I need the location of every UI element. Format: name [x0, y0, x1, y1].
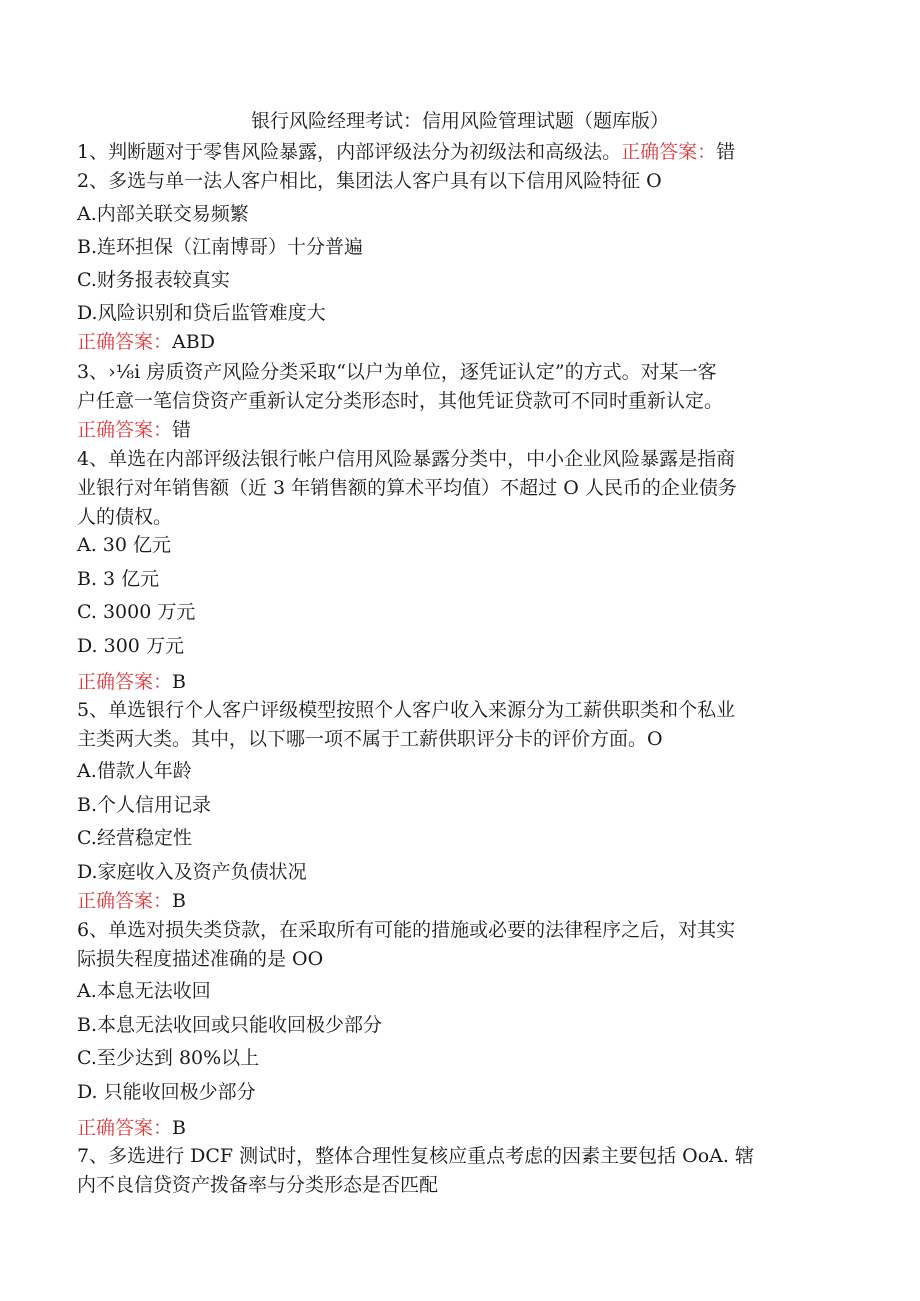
answer-label: 正确答案： — [621, 141, 717, 163]
answer-label: 正确答案： — [77, 419, 173, 441]
option-c: C. 3000 万元 — [77, 601, 196, 623]
question-4-text-line-3: 人的债权。 — [77, 506, 173, 528]
option-d: D.风险识别和贷后监管难度大 — [77, 302, 326, 324]
option-a: A. 30 亿元 — [77, 534, 172, 556]
answer-row — [77, 416, 847, 444]
answer-value: B — [172, 671, 186, 693]
question-1-text: 1、判断题对于零售风险暴露，内部评级法分为初级法和高级法。 — [77, 141, 622, 163]
question-1 — [77, 138, 847, 166]
question-7-text-line-2: 内不良信贷资产拨备率与分类形态是否匹配 — [77, 1174, 439, 1196]
option-b: B.本息无法收回或只能收回极少部分 — [77, 1014, 383, 1036]
option-c: C.至少达到 80%以上 — [77, 1047, 260, 1069]
option-d: D. 只能收回极少部分 — [77, 1081, 256, 1103]
question-4-text-line-1: 4、单选在内部评级法银行帐户信用风险暴露分类中，中小企业风险暴露是指商 — [77, 448, 736, 470]
answer-row — [77, 887, 847, 915]
question-3-text-line-2: 户任意一笔信贷资产重新认定分类形态时，其他凭证贷款可不同时重新认定。 — [77, 390, 724, 412]
question-2-text: 2、多选与单一法人客户相比，集团法人客户具有以下信用风险特征 O — [77, 170, 662, 192]
option-c: C.财务报表较真实 — [77, 269, 230, 291]
question-7-text-line-1: 7、多选进行 DCF 测试时，整体合理性复核应重点考虑的因素主要包括 OoA. 辖 — [77, 1145, 754, 1167]
question-5-text-line-2: 主类两大类。其中，以下哪一项不属于工薪供职评分卡的评价方面。O — [77, 728, 663, 750]
option-a: A.本息无法收回 — [77, 980, 211, 1002]
answer-value: ABD — [172, 331, 215, 353]
answer-value: B — [172, 890, 186, 912]
answer-label: 正确答案： — [77, 671, 173, 693]
option-c: C.经营稳定性 — [77, 827, 192, 849]
question-5-text-line-1: 5、单选银行个人客户评级模型按照个人客户收入来源分为工薪供职类和个私业 — [77, 699, 736, 721]
option-b: B.连环担保（江南博哥）十分普遍 — [77, 236, 364, 258]
question-3-text-line-1: 3、›⅛i 房质资产风险分类采取“以户为单位，逐凭证认定”的方式。对某一客 — [77, 361, 717, 383]
answer-value: 错 — [716, 141, 736, 163]
option-d: D. 300 万元 — [77, 635, 184, 657]
document-title: 银行风险经理考试：信用风险管理试题（题库版） — [250, 110, 669, 132]
question-6-text-line-2: 际损失程度描述准确的是 OO — [77, 948, 324, 970]
answer-value: 错 — [172, 419, 192, 441]
answer-value: B — [172, 1117, 186, 1139]
answer-label: 正确答案： — [77, 890, 173, 912]
question-6-text-line-1: 6、单选对损失类贷款，在采取所有可能的措施或必要的法律程序之后，对其实 — [77, 919, 736, 941]
option-b: B. 3 亿元 — [77, 568, 160, 590]
option-b: B.个人信用记录 — [77, 794, 212, 816]
answer-row — [77, 328, 847, 356]
option-d: D.家庭收入及资产负债状况 — [77, 861, 307, 883]
answer-row — [77, 668, 847, 696]
answer-label: 正确答案： — [77, 1117, 173, 1139]
option-a: A.借款人年龄 — [77, 760, 192, 782]
option-a: A.内部关联交易频繁 — [77, 203, 249, 225]
answer-row — [77, 1114, 847, 1142]
answer-label: 正确答案： — [77, 331, 173, 353]
question-4-text-line-2: 业银行对年销售额（近 3 年销售额的算术平均值）不超过 O 人民币的企业债务 — [77, 477, 737, 499]
